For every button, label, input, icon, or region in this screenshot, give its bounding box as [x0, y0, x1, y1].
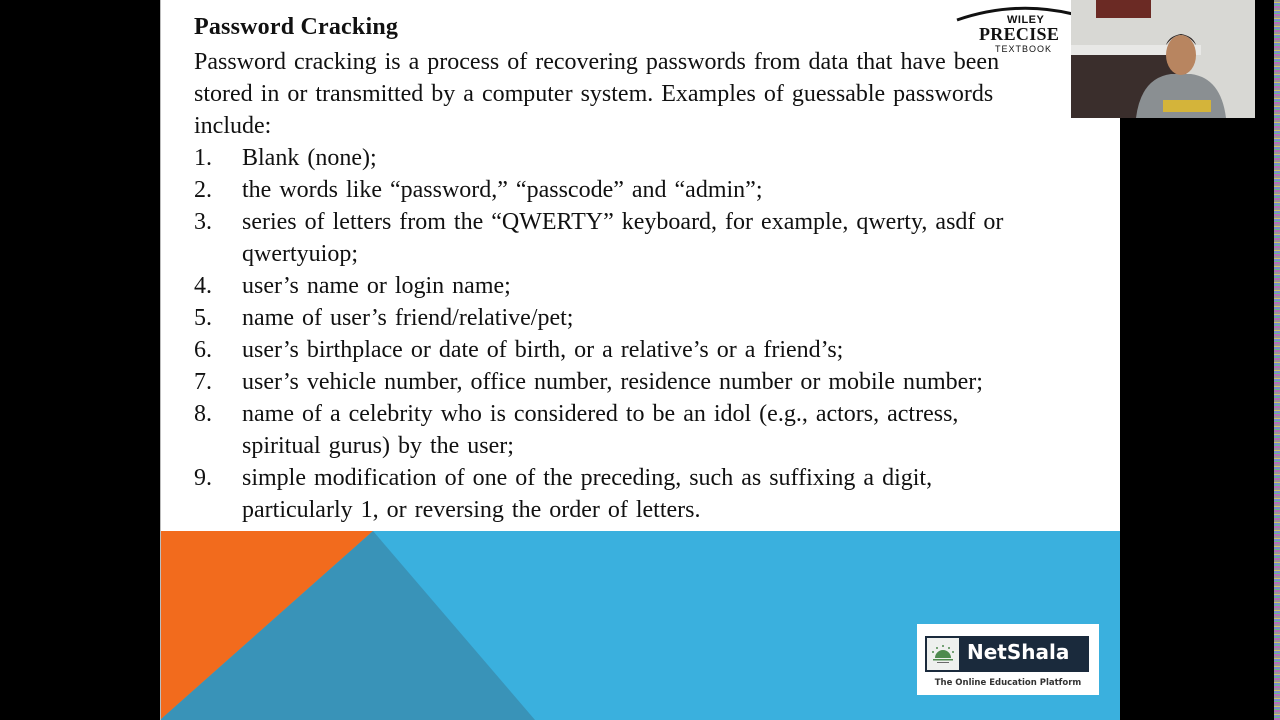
- list-item: [194, 334, 1044, 366]
- netshala-brand-text: NetShala: [967, 640, 1070, 664]
- list-item: [194, 206, 1044, 270]
- list-number: 9.: [194, 465, 212, 491]
- logo-precise-text: PRECISE: [979, 24, 1060, 44]
- logo-textbook-text: TEXTBOOK: [995, 44, 1053, 54]
- list-text: user’s vehicle number, office number, residence number or mobile number;: [242, 369, 983, 395]
- presenter-video-icon: [1071, 0, 1255, 118]
- list-text: Blank (none);: [242, 145, 377, 171]
- list-number: 2.: [194, 177, 212, 203]
- presentation-slide: [160, 0, 1120, 720]
- slide-intro-text: Password cracking is a process of recovering passwords from data that have been stored in or transmitted by a computer system. Examples of guessable passwords include:: [194, 49, 1000, 139]
- presenter-webcam-overlay: [1071, 0, 1255, 118]
- list-item: [194, 142, 1044, 174]
- list-number: 5.: [194, 305, 212, 331]
- list-item: [194, 302, 1044, 334]
- slide-title: Password Cracking: [194, 14, 399, 40]
- list-text: simple modification of one of the preceding, such as suffixing a digit, particularly 1, or reversing the order of letters.: [242, 465, 933, 523]
- list-text: name of a celebrity who is considered to be an idol (e.g., actors, actress, spiritual gurus) by the user;: [242, 401, 959, 459]
- list-number: 4.: [194, 273, 212, 299]
- list-item: [194, 462, 1044, 526]
- netshala-logo-bar: [925, 636, 1089, 672]
- list-text: the words like “password,” “passcode” and “admin”;: [242, 177, 763, 203]
- list-number: 6.: [194, 337, 212, 363]
- list-item: [194, 270, 1044, 302]
- sunrise-icon: [927, 638, 959, 670]
- list-text: user’s birthplace or date of birth, or a relative’s or a friend’s;: [242, 337, 844, 363]
- netshala-tagline: The Online Education Platform: [934, 678, 1082, 688]
- list-item: [194, 174, 1044, 206]
- logo-wiley-text: WILEY: [1007, 14, 1045, 26]
- slide-left-edge: [160, 0, 161, 720]
- screen-edge-noise: [1274, 0, 1280, 720]
- list-text: series of letters from the “QWERTY” keyboard, for example, qwerty, asdf or qwertyuiop;: [242, 209, 1004, 267]
- list-text: name of user’s friend/relative/pet;: [242, 305, 574, 331]
- list-number: 3.: [194, 209, 212, 235]
- list-number: 8.: [194, 401, 212, 427]
- list-number: 1.: [194, 145, 212, 171]
- guessable-passwords-list: [194, 142, 1044, 526]
- wiley-precise-logo: [955, 4, 1075, 58]
- list-number: 7.: [194, 369, 212, 395]
- list-item: [194, 398, 1044, 462]
- list-item: [194, 366, 1044, 398]
- netshala-logo: [917, 624, 1099, 695]
- list-text: user’s name or login name;: [242, 273, 511, 299]
- decorative-banner: [160, 531, 1120, 720]
